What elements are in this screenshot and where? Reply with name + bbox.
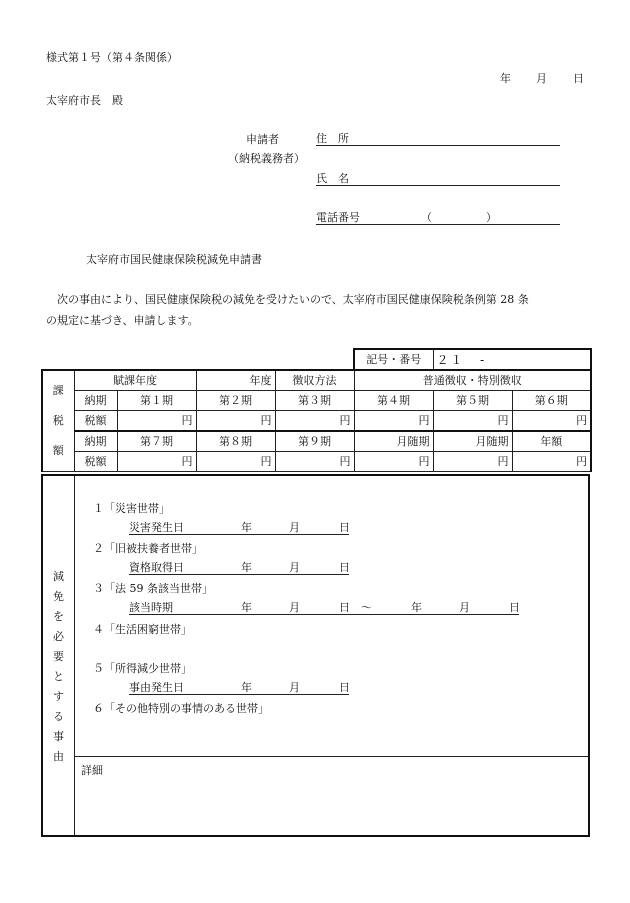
address-label: 住 所 xyxy=(316,132,349,145)
reason-item-6[interactable]: ６「その他特別の事情のある世帯」 xyxy=(93,702,269,715)
applicant-sub-label: （納税義務者） xyxy=(228,152,305,165)
reason-item-3[interactable]: ３「法 59 条該当世帯」 xyxy=(93,582,213,595)
method-label: 徴収方法 xyxy=(275,370,354,391)
date-month: 月 xyxy=(536,72,547,85)
period-cell: 第６期 xyxy=(512,391,591,411)
amount-cell[interactable]: 円 xyxy=(275,452,354,472)
amount-cell[interactable]: 円 xyxy=(512,452,591,472)
period-cell: 月随期 xyxy=(433,431,512,452)
year-label: 賦課年度 xyxy=(74,370,196,391)
period-cell: 第７期 xyxy=(117,431,196,452)
period-cell: 第４期 xyxy=(354,391,433,411)
amount-cell[interactable]: 円 xyxy=(433,411,512,432)
reason-date-1[interactable]: 災害発生日 年 月 日 xyxy=(129,521,350,534)
tax-table xyxy=(41,348,592,472)
reason-item-2[interactable]: ２「旧被扶養者世帯」 xyxy=(93,542,203,555)
amount-cell[interactable]: 円 xyxy=(512,411,591,432)
address-field[interactable] xyxy=(316,130,560,146)
tax-side-label: 課 税 額 xyxy=(42,370,74,472)
year-field[interactable]: 年度 xyxy=(196,370,275,391)
addressee: 太宰府市長 殿 xyxy=(46,94,123,107)
applicant-label: 申請者 xyxy=(246,133,279,146)
body-text-line1: 次の事由により、国民健康保険税の減免を受けたいので、太宰府市国民健康保険税条例第 28 条 xyxy=(46,293,529,306)
phone-paren-close: ） xyxy=(486,211,497,224)
reasons-divider xyxy=(74,476,75,835)
amount-cell[interactable]: 円 xyxy=(117,452,196,472)
reason-item-1[interactable]: １「災害世帯」 xyxy=(93,502,170,515)
form-number: 様式第１号（第４条関係） xyxy=(46,51,178,64)
period-cell: 第９期 xyxy=(275,431,354,452)
date-day: 日 xyxy=(573,72,584,85)
date-year: 年 xyxy=(500,72,511,85)
amount-cell[interactable]: 円 xyxy=(433,452,512,472)
period-cell: 第８期 xyxy=(196,431,275,452)
code-label: 記号・番号 xyxy=(354,349,433,370)
reason-item-5[interactable]: ５「所得減少世帯」 xyxy=(93,662,192,675)
amount-cell[interactable]: 円 xyxy=(354,452,433,472)
body-text-line2: の規定に基づき、申請します。 xyxy=(46,314,199,327)
phone-field[interactable] xyxy=(316,209,560,225)
name-label: 氏 名 xyxy=(316,172,349,185)
period-label: 納期 xyxy=(74,391,117,411)
period-cell: 年額 xyxy=(512,431,591,452)
period-cell: 第２期 xyxy=(196,391,275,411)
details-divider xyxy=(74,756,588,757)
period-cell: 月随期 xyxy=(354,431,433,452)
amount-cell[interactable]: 円 xyxy=(117,411,196,432)
period-cell: 第１期 xyxy=(117,391,196,411)
details-label: 詳細 xyxy=(81,764,103,777)
reasons-box xyxy=(41,474,590,837)
amount-label: 税額 xyxy=(74,452,117,472)
document-title: 太宰府市国民健康保険税減免申請書 xyxy=(86,253,262,266)
name-field[interactable] xyxy=(316,170,560,186)
amount-cell[interactable]: 円 xyxy=(354,411,433,432)
period-cell: 第３期 xyxy=(275,391,354,411)
code-value[interactable]: ２１ - xyxy=(433,349,591,370)
amount-cell[interactable]: 円 xyxy=(275,411,354,432)
reason-date-2[interactable]: 資格取得日 年 月 日 xyxy=(129,561,350,574)
method-value[interactable]: 普通徴収・特別徴収 xyxy=(354,370,591,391)
phone-label: 電話番号 xyxy=(316,211,360,224)
period-label: 納期 xyxy=(74,431,117,452)
reason-item-4[interactable]: ４「生活困窮世帯」 xyxy=(93,623,192,636)
reason-date-3[interactable]: 該当時期 年 月 日 ～ 年 月 日 xyxy=(129,601,520,614)
amount-cell[interactable]: 円 xyxy=(196,411,275,432)
period-cell: 第５期 xyxy=(433,391,512,411)
reasons-side-label: 減 免 を 必 要 と す る 事 由 xyxy=(53,570,64,763)
reason-date-5[interactable]: 事由発生日 年 月 日 xyxy=(129,681,350,694)
phone-paren-open: （ xyxy=(421,211,432,224)
amount-label: 税額 xyxy=(74,411,117,432)
details-area[interactable] xyxy=(77,778,584,831)
amount-cell[interactable]: 円 xyxy=(196,452,275,472)
